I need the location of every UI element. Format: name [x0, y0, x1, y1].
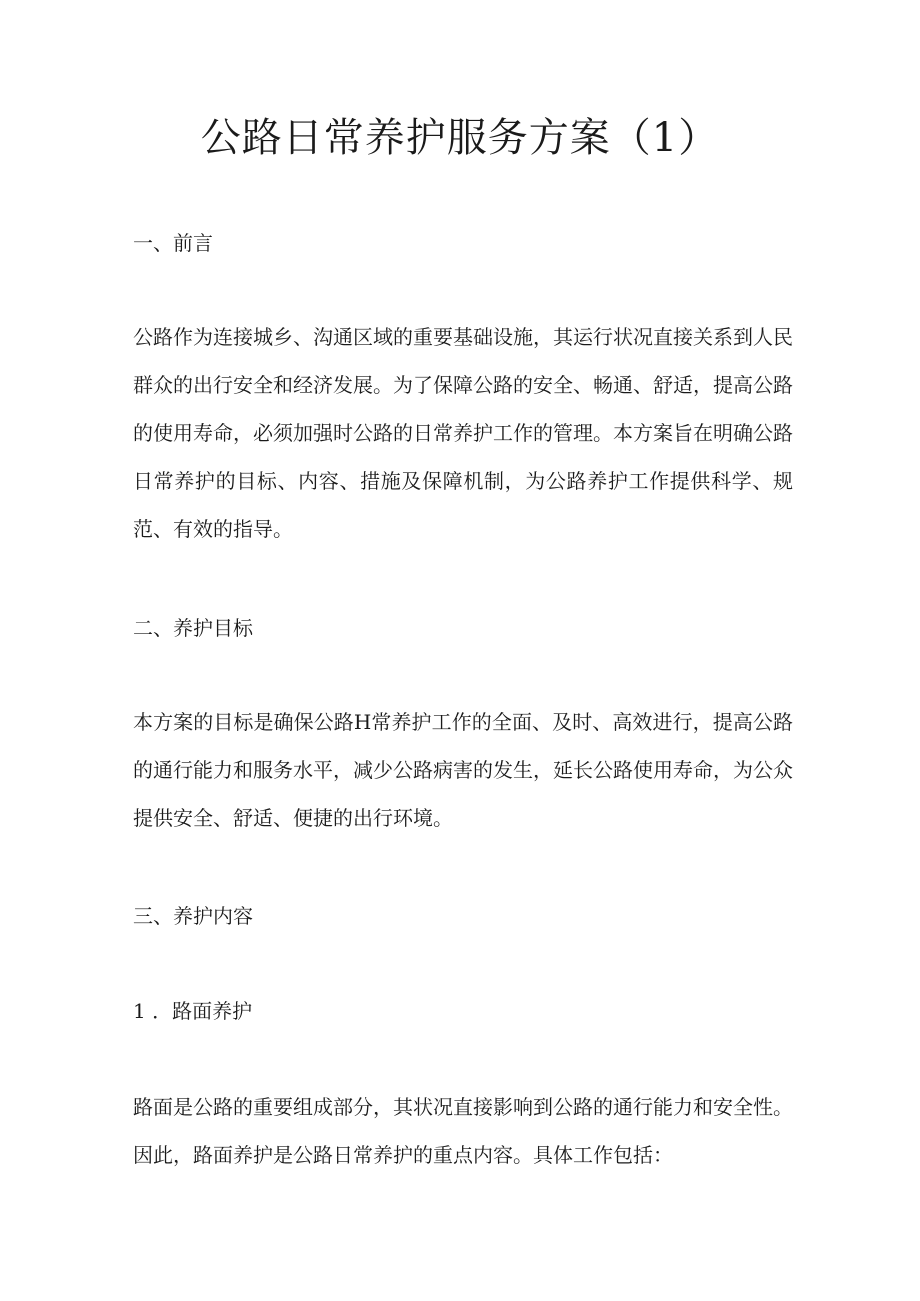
section-heading-goals: 二、养护目标	[133, 616, 253, 640]
section-heading-content: 三、养护内容	[133, 904, 253, 928]
section-heading-preface: 一、前言	[133, 231, 213, 255]
subsection-heading-pavement: 1 ．路面养护	[133, 999, 253, 1023]
subsection-paragraph-pavement: 路面是公路的重要组成部分，其状况直接影响到公路的通行能力和安全性。因此，路面养护是公路日常养护的重点内容。具体工作包括：	[133, 1095, 793, 1167]
document-title: 公路日常养护服务方案（1）	[200, 115, 720, 161]
section-paragraph-goals: 本方案的目标是确保公路H常养护工作的全面、及时、高效进行，提高公路的通行能力和服务水平，减少公路病害的发生，延长公路使用寿命，为公众提供安全、舒适、便捷的出行环境。	[133, 710, 793, 830]
section-paragraph-preface: 公路作为连接城乡、沟通区域的重要基础设施，其运行状况直接关系到人民群众的出行安全和经济发展。为了保障公路的安全、畅通、舒适，提高公路的使用寿命，必须加强时公路的日常养护工作的管理。本方案旨在明确公路日常养护的目标、内容、措施及保障机制，为公路养护工作提供科学、规范、有效的指导。	[133, 325, 793, 541]
